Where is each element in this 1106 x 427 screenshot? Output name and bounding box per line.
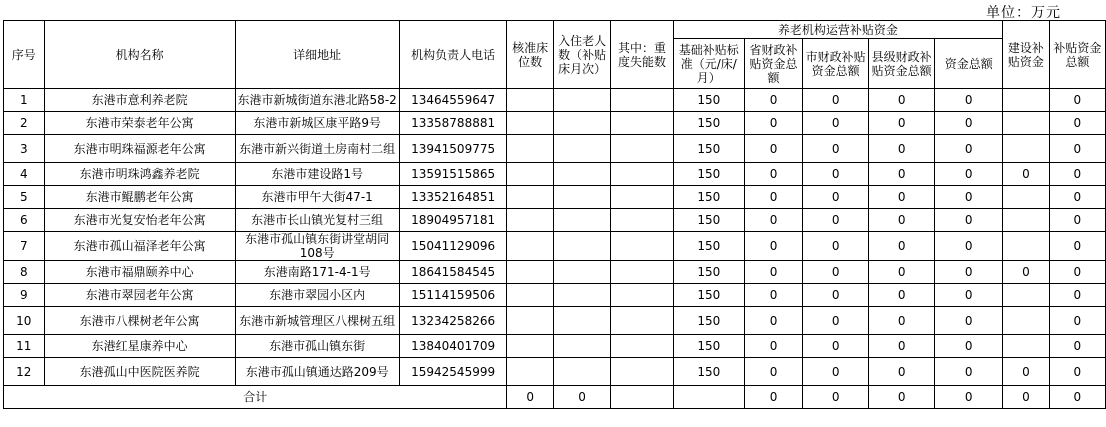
header-base-standard: 基础补贴标准（元/床/月）	[673, 39, 744, 89]
cell-province: 0	[744, 163, 802, 186]
cell-address: 东港市翠园小区内	[235, 284, 399, 307]
cell-county: 0	[869, 232, 935, 261]
cell-name: 东港市八棵树老年公寓	[44, 307, 235, 335]
cell-construction: 0	[1003, 358, 1049, 386]
total-fund: 0	[935, 386, 1003, 409]
cell-disabled	[611, 112, 673, 135]
cell-address: 东港市新兴街道土房南村二组	[235, 135, 399, 163]
cell-province: 0	[744, 232, 802, 261]
cell-subsidy-total: 0	[1049, 232, 1105, 261]
cell-base-standard: 150	[673, 261, 744, 284]
total-subsidy: 0	[1049, 386, 1105, 409]
cell-city: 0	[803, 209, 869, 232]
header-city: 市财政补贴资金总额	[803, 39, 869, 89]
header-disabled: 其中：重度失能数	[611, 21, 673, 89]
cell-county: 0	[869, 209, 935, 232]
cell-county: 0	[869, 112, 935, 135]
cell-city: 0	[803, 112, 869, 135]
cell-construction	[1003, 186, 1049, 209]
cell-city: 0	[803, 186, 869, 209]
cell-residents	[553, 163, 610, 186]
cell-fund-total: 0	[935, 209, 1003, 232]
cell-base-standard: 150	[673, 358, 744, 386]
cell-seq: 1	[4, 89, 45, 112]
table-row	[4, 209, 1106, 232]
cell-residents	[553, 135, 610, 163]
cell-fund-total: 0	[935, 284, 1003, 307]
cell-residents	[553, 307, 610, 335]
cell-city: 0	[803, 307, 869, 335]
cell-approved-beds	[507, 163, 553, 186]
table-row	[4, 135, 1106, 163]
cell-county: 0	[869, 307, 935, 335]
header-construction: 建设补贴资金	[1003, 21, 1049, 89]
cell-fund-total: 0	[935, 186, 1003, 209]
table-row	[4, 358, 1106, 386]
header-province: 省财政补贴资金总额	[744, 39, 802, 89]
cell-subsidy-total: 0	[1049, 261, 1105, 284]
cell-construction	[1003, 232, 1049, 261]
cell-fund-total: 0	[935, 112, 1003, 135]
cell-subsidy-total: 0	[1049, 307, 1105, 335]
cell-disabled	[611, 284, 673, 307]
cell-seq: 4	[4, 163, 45, 186]
table-row	[4, 186, 1106, 209]
cell-disabled	[611, 358, 673, 386]
cell-fund-total: 0	[935, 307, 1003, 335]
cell-base-standard: 150	[673, 232, 744, 261]
table-row	[4, 89, 1106, 112]
cell-province: 0	[744, 89, 802, 112]
cell-base-standard: 150	[673, 209, 744, 232]
cell-name: 东港市鲲鹏老年公寓	[44, 186, 235, 209]
cell-approved-beds	[507, 335, 553, 358]
cell-address: 东港市孤山镇通达路209号	[235, 358, 399, 386]
cell-disabled	[611, 232, 673, 261]
cell-seq: 3	[4, 135, 45, 163]
cell-province: 0	[744, 209, 802, 232]
cell-residents	[553, 232, 610, 261]
cell-seq: 12	[4, 358, 45, 386]
cell-city: 0	[803, 261, 869, 284]
header-seq: 序号	[4, 21, 45, 89]
cell-construction	[1003, 307, 1049, 335]
cell-subsidy-total: 0	[1049, 112, 1105, 135]
cell-phone: 18904957181	[399, 209, 507, 232]
cell-seq: 2	[4, 112, 45, 135]
cell-city: 0	[803, 135, 869, 163]
cell-base-standard: 150	[673, 335, 744, 358]
cell-province: 0	[744, 186, 802, 209]
table-row	[4, 284, 1106, 307]
cell-disabled	[611, 261, 673, 284]
cell-name: 东港孤山中医院医养院	[44, 358, 235, 386]
cell-seq: 9	[4, 284, 45, 307]
cell-approved-beds	[507, 261, 553, 284]
cell-approved-beds	[507, 232, 553, 261]
cell-province: 0	[744, 135, 802, 163]
cell-county: 0	[869, 135, 935, 163]
cell-seq: 6	[4, 209, 45, 232]
cell-name: 东港红星康养中心	[44, 335, 235, 358]
cell-address: 东港南路171-4-1号	[235, 261, 399, 284]
cell-approved-beds	[507, 186, 553, 209]
cell-city: 0	[803, 232, 869, 261]
cell-name: 东港市孤山福泽老年公寓	[44, 232, 235, 261]
cell-city: 0	[803, 284, 869, 307]
cell-subsidy-total: 0	[1049, 358, 1105, 386]
cell-disabled	[611, 335, 673, 358]
cell-fund-total: 0	[935, 358, 1003, 386]
cell-residents	[553, 358, 610, 386]
cell-address: 东港市新城区康平路9号	[235, 112, 399, 135]
cell-subsidy-total: 0	[1049, 163, 1105, 186]
cell-subsidy-total: 0	[1049, 186, 1105, 209]
cell-province: 0	[744, 261, 802, 284]
cell-phone: 13464559647	[399, 89, 507, 112]
cell-name: 东港市翠园老年公寓	[44, 284, 235, 307]
cell-province: 0	[744, 358, 802, 386]
cell-approved-beds	[507, 135, 553, 163]
cell-residents	[553, 335, 610, 358]
total-row	[4, 386, 1106, 409]
cell-disabled	[611, 89, 673, 112]
cell-phone: 13234258266	[399, 307, 507, 335]
cell-name: 东港市福鼎颐养中心	[44, 261, 235, 284]
cell-address: 东港市孤山镇东街讲堂胡同108号	[235, 232, 399, 261]
cell-fund-total: 0	[935, 135, 1003, 163]
cell-phone: 13591515865	[399, 163, 507, 186]
cell-approved-beds	[507, 358, 553, 386]
total-residents: 0	[553, 386, 610, 409]
total-disabled	[611, 386, 673, 409]
cell-address: 东港市甲午大街47-1	[235, 186, 399, 209]
cell-construction	[1003, 89, 1049, 112]
cell-city: 0	[803, 335, 869, 358]
cell-county: 0	[869, 186, 935, 209]
cell-address: 东港市新城街道东港北路58-2	[235, 89, 399, 112]
table-row	[4, 307, 1106, 335]
cell-fund-total: 0	[935, 261, 1003, 284]
cell-base-standard: 150	[673, 112, 744, 135]
cell-city: 0	[803, 358, 869, 386]
cell-province: 0	[744, 112, 802, 135]
cell-approved-beds	[507, 284, 553, 307]
table-row	[4, 232, 1106, 261]
cell-construction: 0	[1003, 261, 1049, 284]
cell-construction	[1003, 209, 1049, 232]
cell-subsidy-total: 0	[1049, 335, 1105, 358]
cell-residents	[553, 186, 610, 209]
cell-subsidy-total: 0	[1049, 284, 1105, 307]
cell-approved-beds	[507, 112, 553, 135]
cell-phone: 15114159506	[399, 284, 507, 307]
table-row	[4, 261, 1106, 284]
cell-seq: 8	[4, 261, 45, 284]
cell-residents	[553, 261, 610, 284]
cell-disabled	[611, 307, 673, 335]
cell-address: 东港市新城管理区八棵树五组	[235, 307, 399, 335]
table-row	[4, 163, 1106, 186]
cell-phone: 15041129096	[399, 232, 507, 261]
cell-residents	[553, 284, 610, 307]
cell-approved-beds	[507, 89, 553, 112]
cell-address: 东港市孤山镇东街	[235, 335, 399, 358]
cell-province: 0	[744, 284, 802, 307]
cell-phone: 18641584545	[399, 261, 507, 284]
cell-phone: 15942545999	[399, 358, 507, 386]
header-residents: 入住老人数（补贴床月次）	[553, 21, 610, 89]
total-province: 0	[744, 386, 802, 409]
cell-construction	[1003, 284, 1049, 307]
cell-phone: 13358788881	[399, 112, 507, 135]
cell-construction	[1003, 112, 1049, 135]
cell-city: 0	[803, 89, 869, 112]
cell-fund-total: 0	[935, 89, 1003, 112]
cell-city: 0	[803, 163, 869, 186]
cell-phone: 13941509775	[399, 135, 507, 163]
cell-county: 0	[869, 89, 935, 112]
cell-phone: 13352164851	[399, 186, 507, 209]
cell-residents	[553, 112, 610, 135]
total-city: 0	[803, 386, 869, 409]
cell-disabled	[611, 163, 673, 186]
cell-province: 0	[744, 335, 802, 358]
total-base-standard	[673, 386, 744, 409]
cell-residents	[553, 89, 610, 112]
cell-base-standard: 150	[673, 135, 744, 163]
cell-seq: 5	[4, 186, 45, 209]
cell-approved-beds	[507, 209, 553, 232]
cell-name: 东港市意利养老院	[44, 89, 235, 112]
cell-approved-beds	[507, 307, 553, 335]
total-construction: 0	[1003, 386, 1049, 409]
cell-subsidy-total: 0	[1049, 135, 1105, 163]
cell-disabled	[611, 209, 673, 232]
cell-county: 0	[869, 284, 935, 307]
cell-construction: 0	[1003, 163, 1049, 186]
header-operating-subsidy-group: 养老机构运营补贴资金	[673, 21, 1003, 39]
cell-address: 东港市建设路1号	[235, 163, 399, 186]
cell-disabled	[611, 135, 673, 163]
cell-county: 0	[869, 163, 935, 186]
cell-fund-total: 0	[935, 163, 1003, 186]
cell-construction	[1003, 135, 1049, 163]
cell-seq: 7	[4, 232, 45, 261]
cell-residents	[553, 209, 610, 232]
cell-subsidy-total: 0	[1049, 89, 1105, 112]
table-row	[4, 112, 1106, 135]
header-row-1	[4, 21, 1106, 39]
header-fund-total: 资金总额	[935, 39, 1003, 89]
subsidy-table	[3, 20, 1106, 409]
table-row	[4, 335, 1106, 358]
cell-province: 0	[744, 307, 802, 335]
header-address: 详细地址	[235, 21, 399, 89]
header-phone: 机构负责人电话	[399, 21, 507, 89]
cell-fund-total: 0	[935, 232, 1003, 261]
header-subsidy-total: 补贴资金总额	[1049, 21, 1105, 89]
header-approved-beds: 核准床位数	[507, 21, 553, 89]
cell-phone: 13840401709	[399, 335, 507, 358]
cell-construction	[1003, 335, 1049, 358]
cell-name: 东港市荣泰老年公寓	[44, 112, 235, 135]
cell-seq: 10	[4, 307, 45, 335]
cell-subsidy-total: 0	[1049, 209, 1105, 232]
cell-name: 东港市明珠鸿鑫养老院	[44, 163, 235, 186]
cell-base-standard: 150	[673, 163, 744, 186]
header-name: 机构名称	[44, 21, 235, 89]
cell-county: 0	[869, 335, 935, 358]
cell-base-standard: 150	[673, 307, 744, 335]
cell-name: 东港市光复安怡老年公寓	[44, 209, 235, 232]
cell-address: 东港市长山镇光复村三组	[235, 209, 399, 232]
cell-fund-total: 0	[935, 335, 1003, 358]
cell-base-standard: 150	[673, 89, 744, 112]
total-approved-beds: 0	[507, 386, 553, 409]
header-county: 县级财政补贴资金总额	[869, 39, 935, 89]
cell-base-standard: 150	[673, 186, 744, 209]
cell-seq: 11	[4, 335, 45, 358]
cell-county: 0	[869, 261, 935, 284]
total-label: 合计	[4, 386, 507, 409]
cell-base-standard: 150	[673, 284, 744, 307]
unit-label: 单位：万元	[986, 5, 1061, 21]
cell-name: 东港市明珠福源老年公寓	[44, 135, 235, 163]
total-county: 0	[869, 386, 935, 409]
cell-county: 0	[869, 358, 935, 386]
cell-disabled	[611, 186, 673, 209]
